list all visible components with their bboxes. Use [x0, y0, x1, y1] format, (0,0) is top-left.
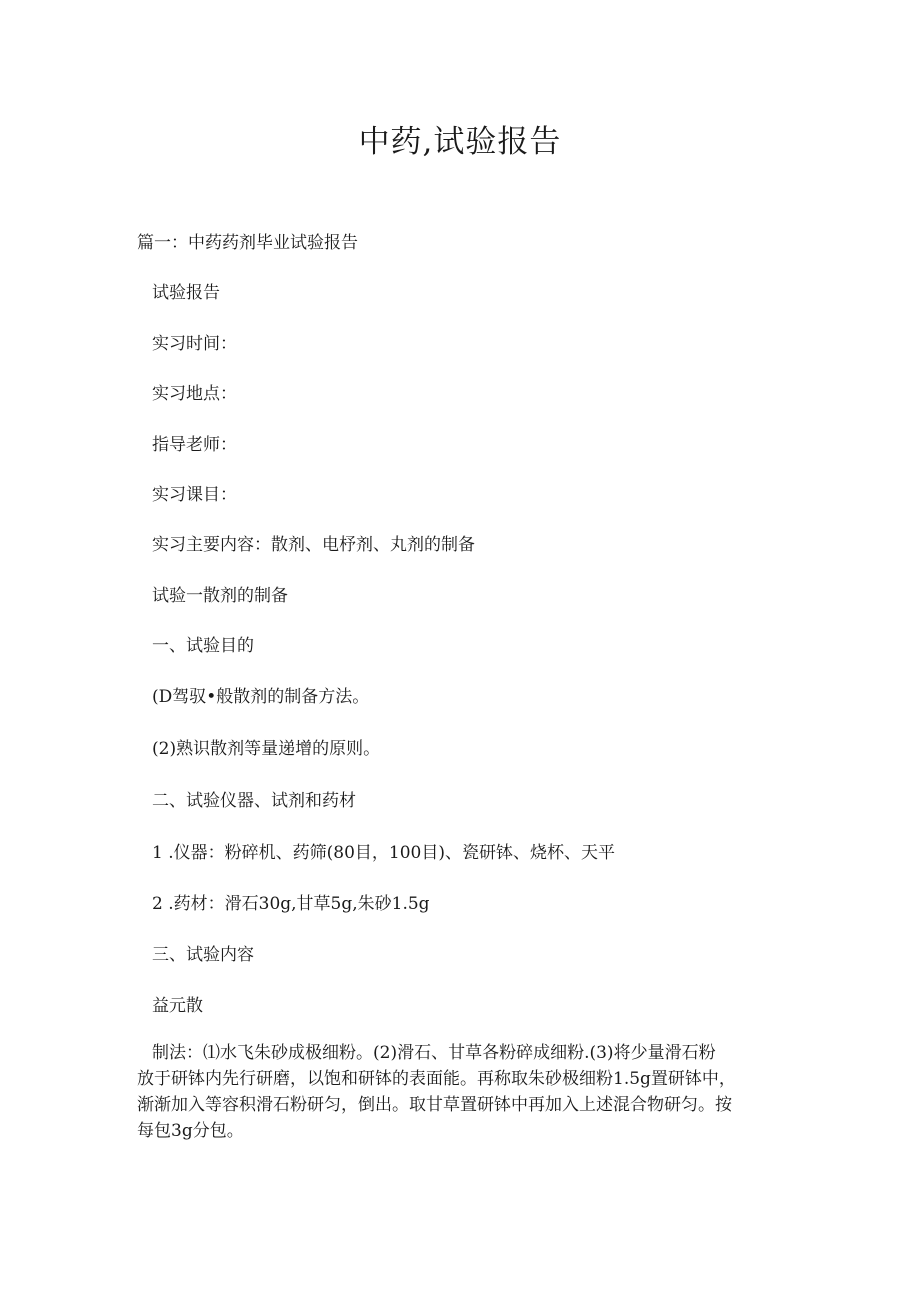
heading-content: 三、试验内容 — [152, 945, 254, 965]
internship-place: 实习地点： — [152, 384, 237, 404]
method-line: 每包3g分包。 — [137, 1121, 244, 1141]
herbs-line: 2 .药材：滑石30g,甘草5g,朱砂1.5g — [152, 894, 430, 914]
method-line: 渐渐加入等容积滑石粉研匀，倒出。取甘草置研钵中再加入上述混合物研匀。按 — [137, 1095, 732, 1115]
purpose-item-1: (D驾驭•般散剂的制备方法。 — [152, 687, 370, 707]
heading-materials: 二、试验仪器、试剂和药材 — [152, 791, 356, 811]
experiment-title: 试验一散剂的制备 — [152, 586, 288, 606]
preparation-method-paragraph — [137, 1040, 787, 1144]
method-line: 制法：⑴水飞朱砂成极细粉。(2)滑石、甘草各粉碎成细粉.(3)将少量滑石粉 — [152, 1043, 716, 1063]
internship-time: 实习时间： — [152, 334, 237, 354]
instructor: 指导老师： — [152, 435, 237, 455]
purpose-item-2: (2)熟识散剂等量递增的原则。 — [152, 739, 381, 759]
main-content: 实习主要内容：散剂、电杼剂、丸剂的制备 — [152, 535, 475, 555]
document-title: 中药,试验报告 — [358, 124, 562, 160]
report-label: 试验报告 — [152, 283, 220, 303]
method-line: 放于研钵内先行研磨，以饱和研钵的表面能。再称取朱砂极细粉1.5g置研钵中， — [137, 1069, 736, 1089]
section-heading: 篇一：中药药剂毕业试验报告 — [137, 233, 358, 253]
course-subject: 实习课目： — [152, 485, 237, 505]
formula-name: 益元散 — [152, 996, 203, 1016]
instruments-line: 1 .仪器：粉碎机、药筛(80目，100目)、瓷研钵、烧杯、天平 — [152, 843, 615, 863]
heading-purpose: 一、试验目的 — [152, 636, 254, 656]
